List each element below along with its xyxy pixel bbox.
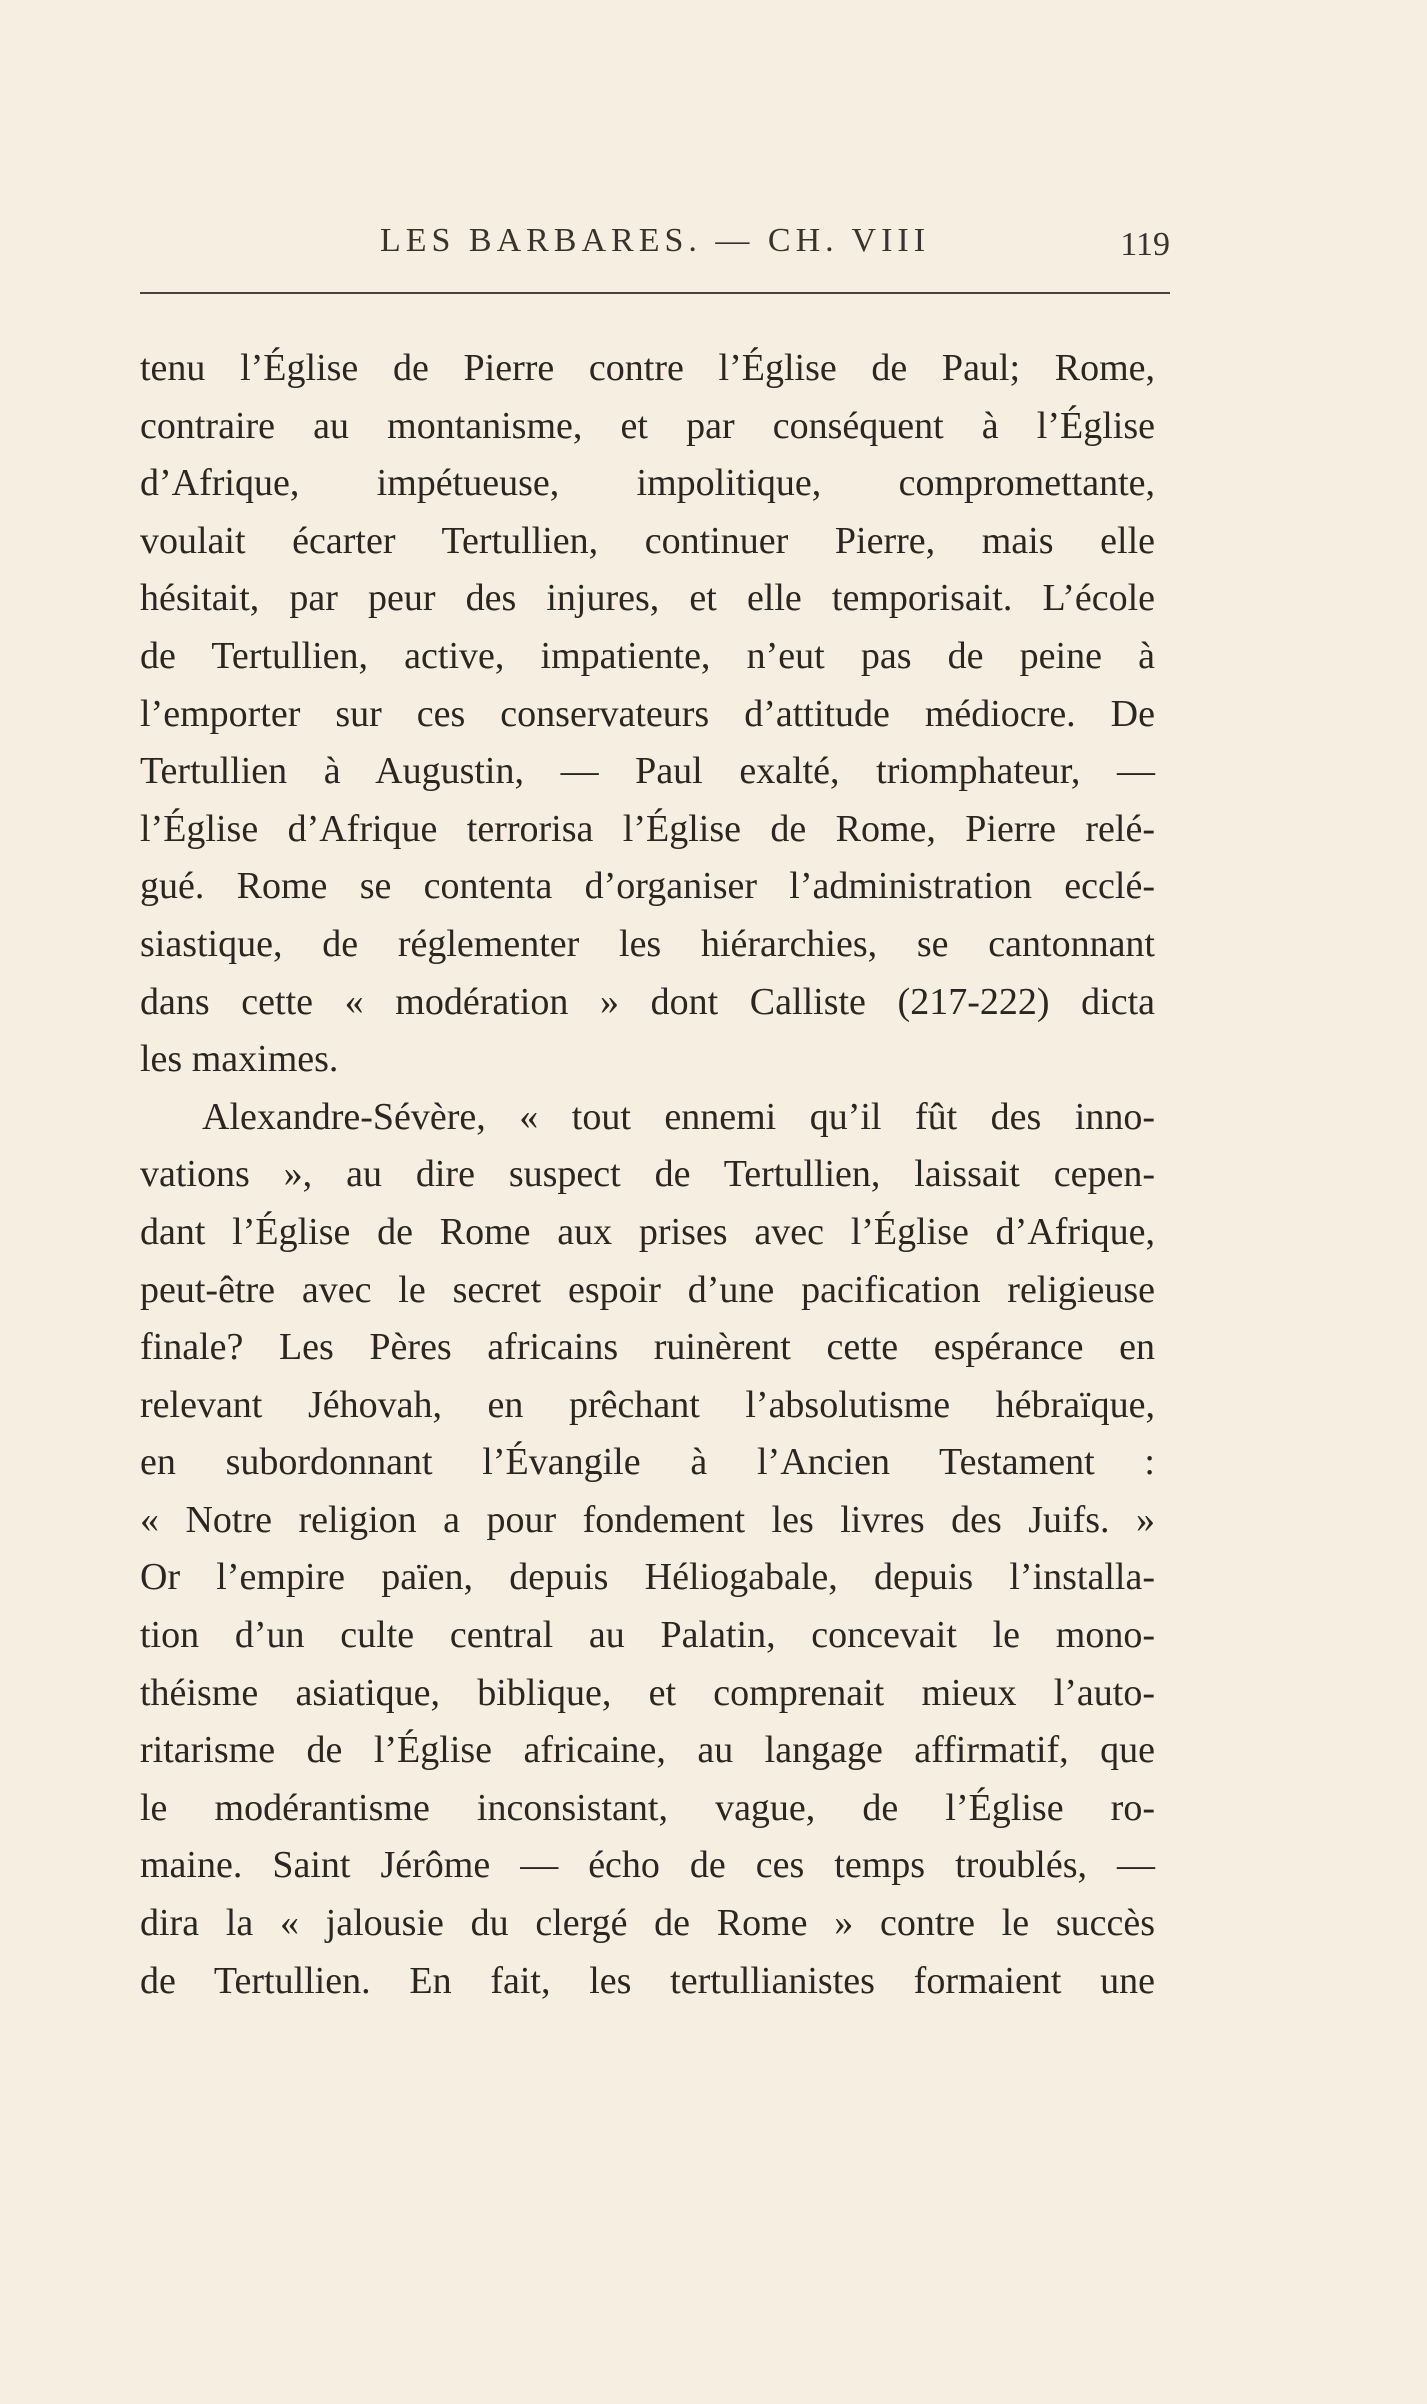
- text-line: en subordonnant l’Évangile à l’Ancien Testament :: [140, 1441, 1155, 1484]
- text-line: tenu l’Église de Pierre contre l’Église de Paul; Rome,: [140, 347, 1155, 389]
- text-line: tion d’un culte central au Palatin, concevait le mono-: [140, 1614, 1155, 1657]
- running-title: LES BARBARES. — CH. VIII: [379, 222, 931, 259]
- text-line: contraire au montanisme, et par conséquent à l’Église: [140, 404, 1155, 447]
- text-line: d’Afrique, impétueuse, impolitique, compromettante,: [140, 462, 1155, 505]
- text-line: relevant Jéhovah, en prêchant l’absolutisme hébraïque,: [140, 1383, 1155, 1426]
- text-line: gué. Rome se contenta d’organiser l’administration ecclé-: [140, 865, 1155, 908]
- paragraph-2: [140, 1089, 1155, 2011]
- text-line: les maximes.: [140, 1038, 339, 1081]
- text-line: de Tertullien, active, impatiente, n’eut pas de peine à: [140, 634, 1155, 677]
- text-line: dant l’Église de Rome aux prises avec l’Église d’Afrique,: [140, 1210, 1155, 1253]
- text-line: « Notre religion a pour fondement les livres des Juifs. »: [140, 1498, 1155, 1541]
- text-line: hésitait, par peur des injures, et elle temporisait. L’école: [140, 577, 1155, 620]
- text-line: maine. Saint Jérôme — écho de ces temps troublés, —: [140, 1844, 1155, 1887]
- text-line: siastique, de réglementer les hiérarchies, se cantonnant: [140, 922, 1155, 965]
- text-line: l’emporter sur ces conservateurs d’attitude médiocre. De: [140, 692, 1155, 735]
- text-line: finale? Les Pères africains ruinèrent cette espérance en: [140, 1326, 1155, 1369]
- paragraph-1: [140, 340, 1155, 1089]
- text-line: théisme asiatique, biblique, et comprenait mieux l’auto-: [140, 1671, 1155, 1714]
- text-line: Alexandre-Sévère, « tout ennemi qu’il fût des inno-: [202, 1095, 1155, 1138]
- text-line: peut-être avec le secret espoir d’une pacification religieuse: [140, 1268, 1155, 1311]
- text-line: de Tertullien. En fait, les tertullianistes formaient une: [140, 1959, 1155, 2002]
- body-text: [140, 340, 1155, 2010]
- text-line: l’Église d’Afrique terrorisa l’Église de Rome, Pierre relé-: [140, 807, 1155, 850]
- text-line: dans cette « modération » dont Calliste (217-222) dicta: [140, 980, 1155, 1023]
- running-head: [140, 222, 1170, 272]
- text-line: ritarisme de l’Église africaine, au langage affirmatif, que: [140, 1729, 1155, 1772]
- text-line: Tertullien à Augustin, — Paul exalté, triomphateur, —: [140, 750, 1155, 793]
- text-line: Or l’empire païen, depuis Héliogabale, depuis l’installa-: [140, 1556, 1155, 1599]
- text-line: dira la « jalousie du clergé de Rome » contre le succès: [140, 1902, 1155, 1945]
- page-number: 119: [1120, 226, 1170, 263]
- text-line: voulait écarter Tertullien, continuer Pierre, mais elle: [140, 519, 1155, 562]
- text-line: le modérantisme inconsistant, vague, de l’Église ro-: [140, 1786, 1155, 1829]
- text-line: vations », au dire suspect de Tertullien, laissait cepen-: [140, 1153, 1155, 1196]
- header-rule: [140, 292, 1170, 294]
